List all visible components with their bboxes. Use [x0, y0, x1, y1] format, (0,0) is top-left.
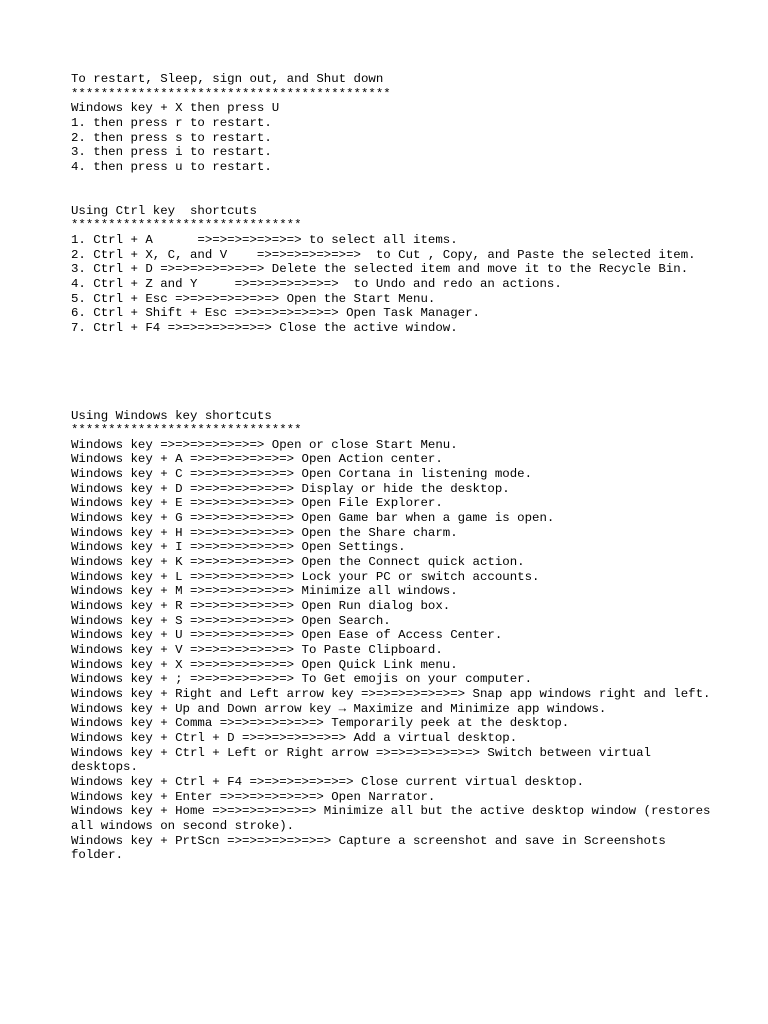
shortcut-line: Windows key + PrtScn =>=>=>=>=>=>=> Capture a screenshot and save in Screenshots folder.: [71, 833, 674, 863]
section-title: Using Windows key shortcuts: [71, 408, 272, 423]
shortcut-line: Windows key + D =>=>=>=>=>=>=> Display or hide the desktop.: [71, 481, 510, 496]
document-page: [71, 72, 718, 863]
shortcut-line: 6. Ctrl + Shift + Esc =>=>=>=>=>=>=> Open Task Manager.: [71, 306, 480, 321]
shortcut-line: Windows key + I =>=>=>=>=>=>=> Open Settings.: [71, 540, 406, 555]
shortcut-line: Windows key + C =>=>=>=>=>=>=> Open Cortana in listening mode.: [71, 467, 533, 482]
shortcut-line: 1. Ctrl + A =>=>=>=>=>=>=> to select all items.: [71, 232, 458, 247]
shortcut-line: Windows key + Ctrl + D =>=>=>=>=>=>=> Add a virtual desktop.: [71, 730, 518, 745]
shortcut-line: Windows key =>=>=>=>=>=>=> Open or close Start Menu.: [71, 437, 458, 452]
shortcut-line: 7. Ctrl + F4 =>=>=>=>=>=>=> Close the active window.: [71, 320, 458, 335]
shortcut-line: Windows key + S =>=>=>=>=>=>=> Open Search.: [71, 613, 391, 628]
shortcut-line: 2. then press s to restart.: [71, 130, 272, 145]
section-rule: *******************************: [71, 218, 302, 233]
shortcut-line: 4. then press u to restart.: [71, 159, 272, 174]
section-rule: *******************************: [71, 423, 302, 438]
shortcut-line: Windows key + R =>=>=>=>=>=>=> Open Run dialog box.: [71, 599, 451, 614]
shortcut-line: Windows key + Ctrl + F4 =>=>=>=>=>=>=> Close current virtual desktop.: [71, 774, 585, 789]
shortcut-line: 1. then press r to restart.: [71, 115, 272, 130]
shortcut-line: Windows key + V =>=>=>=>=>=>=> To Paste Clipboard.: [71, 643, 443, 657]
shortcut-line: Windows key + Home =>=>=>=>=>=>=> Minimize all but the active desktop window (restores all windows on second stroke).: [71, 804, 718, 833]
shortcut-line: Windows key + ; =>=>=>=>=>=>=> To Get emojis on your computer.: [71, 672, 533, 687]
restart-shutdown-section: [71, 72, 711, 175]
shortcut-line: Windows key + Right and Left arrow key =>=>=>=>=>=>=> Snap app windows right and left.: [71, 686, 711, 701]
shortcut-line: Windows key + X =>=>=>=>=>=>=> Open Quick Link menu.: [71, 657, 458, 672]
section-title: Using Ctrl key shortcuts: [71, 203, 257, 218]
shortcut-line: Windows key + K =>=>=>=>=>=>=> Open the Connect quick action.: [71, 555, 525, 570]
shortcut-line: Windows key + M =>=>=>=>=>=>=> Minimize all windows.: [71, 584, 458, 599]
windows-key-shortcuts-section: [71, 408, 718, 863]
shortcut-line: Windows key + Ctrl + Left or Right arrow =>=>=>=>=>=>=> Switch between virtual desktops.: [71, 745, 659, 775]
shortcut-line: Windows key + Up and Down arrow key → Maximize and Minimize app windows.: [71, 701, 607, 716]
shortcut-line: Windows key + Comma =>=>=>=>=>=>=> Temporarily peek at the desktop.: [71, 716, 570, 731]
shortcut-line: 5. Ctrl + Esc =>=>=>=>=>=>=> Open the Start Menu.: [71, 291, 436, 306]
shortcut-line: 3. Ctrl + D =>=>=>=>=>=>=> Delete the selected item and move it to the Recycle Bin.: [71, 262, 689, 277]
section-rule: *******************************************: [71, 86, 391, 101]
shortcut-line: 4. Ctrl + Z and Y =>=>=>=>=>=>=> to Undo and redo an actions.: [71, 276, 562, 291]
shortcut-line: Windows key + L =>=>=>=>=>=>=> Lock your PC or switch accounts.: [71, 569, 540, 584]
shortcut-line: Windows key + E =>=>=>=>=>=>=> Open File Explorer.: [71, 496, 443, 511]
ctrl-shortcuts-section: [71, 204, 711, 336]
shortcut-line: Windows key + U =>=>=>=>=>=>=> Open Ease of Access Center.: [71, 628, 503, 643]
shortcut-line: Windows key + A =>=>=>=>=>=>=> Open Action center.: [71, 452, 443, 467]
shortcut-line: Windows key + Enter =>=>=>=>=>=>=> Open Narrator.: [71, 789, 436, 804]
shortcut-line: Windows key + G =>=>=>=>=>=>=> Open Game bar when a game is open.: [71, 511, 555, 526]
section-title: To restart, Sleep, sign out, and Shut down: [71, 72, 384, 86]
shortcut-line: 2. Ctrl + X, C, and V =>=>=>=>=>=>=> to Cut , Copy, and Paste the selected item.: [71, 247, 696, 262]
shortcut-line: 3. then press i to restart.: [71, 145, 272, 160]
shortcut-line: Windows key + X then press U: [71, 101, 280, 116]
shortcut-line: Windows key + H =>=>=>=>=>=>=> Open the Share charm.: [71, 525, 458, 540]
